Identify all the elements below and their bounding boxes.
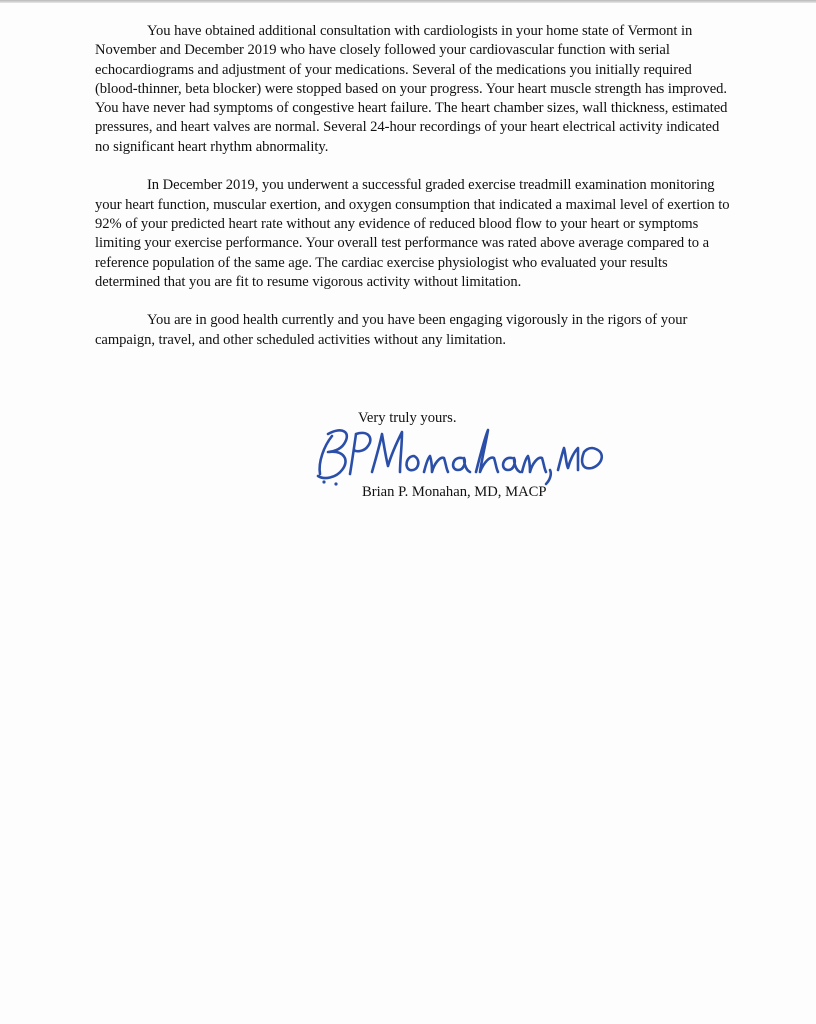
paragraph-current-health: You are in good health currently and you have been engaging vigorously in the rigors of your campaign, travel, and other scheduled activities without any limitation. <box>95 312 688 348</box>
letter-body <box>95 22 735 369</box>
page-top-edge <box>0 0 816 3</box>
paragraph-cardiology-consultation: You have obtained additional consultation with cardiologists in your home state of Vermont in November and December 2019 who have closely followed your cardiovascular function with serial echocardiograms and adjustment of your medications. Several of the medications you initially required (blood-thinner, beta blocker) were stopped based on your progress. Your heart muscle strength has improved. You have never had symptoms of congestive heart failure. The heart chamber sizes, wall thickness, estimated pressures, and heart valves are normal. Several 24-hour recordings of your heart electrical activity indicated no significant heart rhythm abnormality. <box>95 23 728 155</box>
paragraph-exercise-test: In December 2019, you underwent a successful graded exercise treadmill examination monitoring your heart function, muscular exertion, and oxygen consumption that indicated a maximal level of exertion to 92% of your predicted heart rate without any evidence of reduced blood flow to your heart or symptoms limiting your exercise performance. Your overall test performance was rated above average compared to a reference population of the same age. The cardiac exercise physiologist who evaluated your results determined that you are fit to resume vigorous activity without limitation. <box>95 177 730 290</box>
handwritten-signature <box>310 422 610 490</box>
signature-icon <box>310 422 610 490</box>
signer-name: Brian P. Monahan, MD, MACP <box>362 484 547 500</box>
closing-salutation: Very truly yours. <box>358 410 457 426</box>
